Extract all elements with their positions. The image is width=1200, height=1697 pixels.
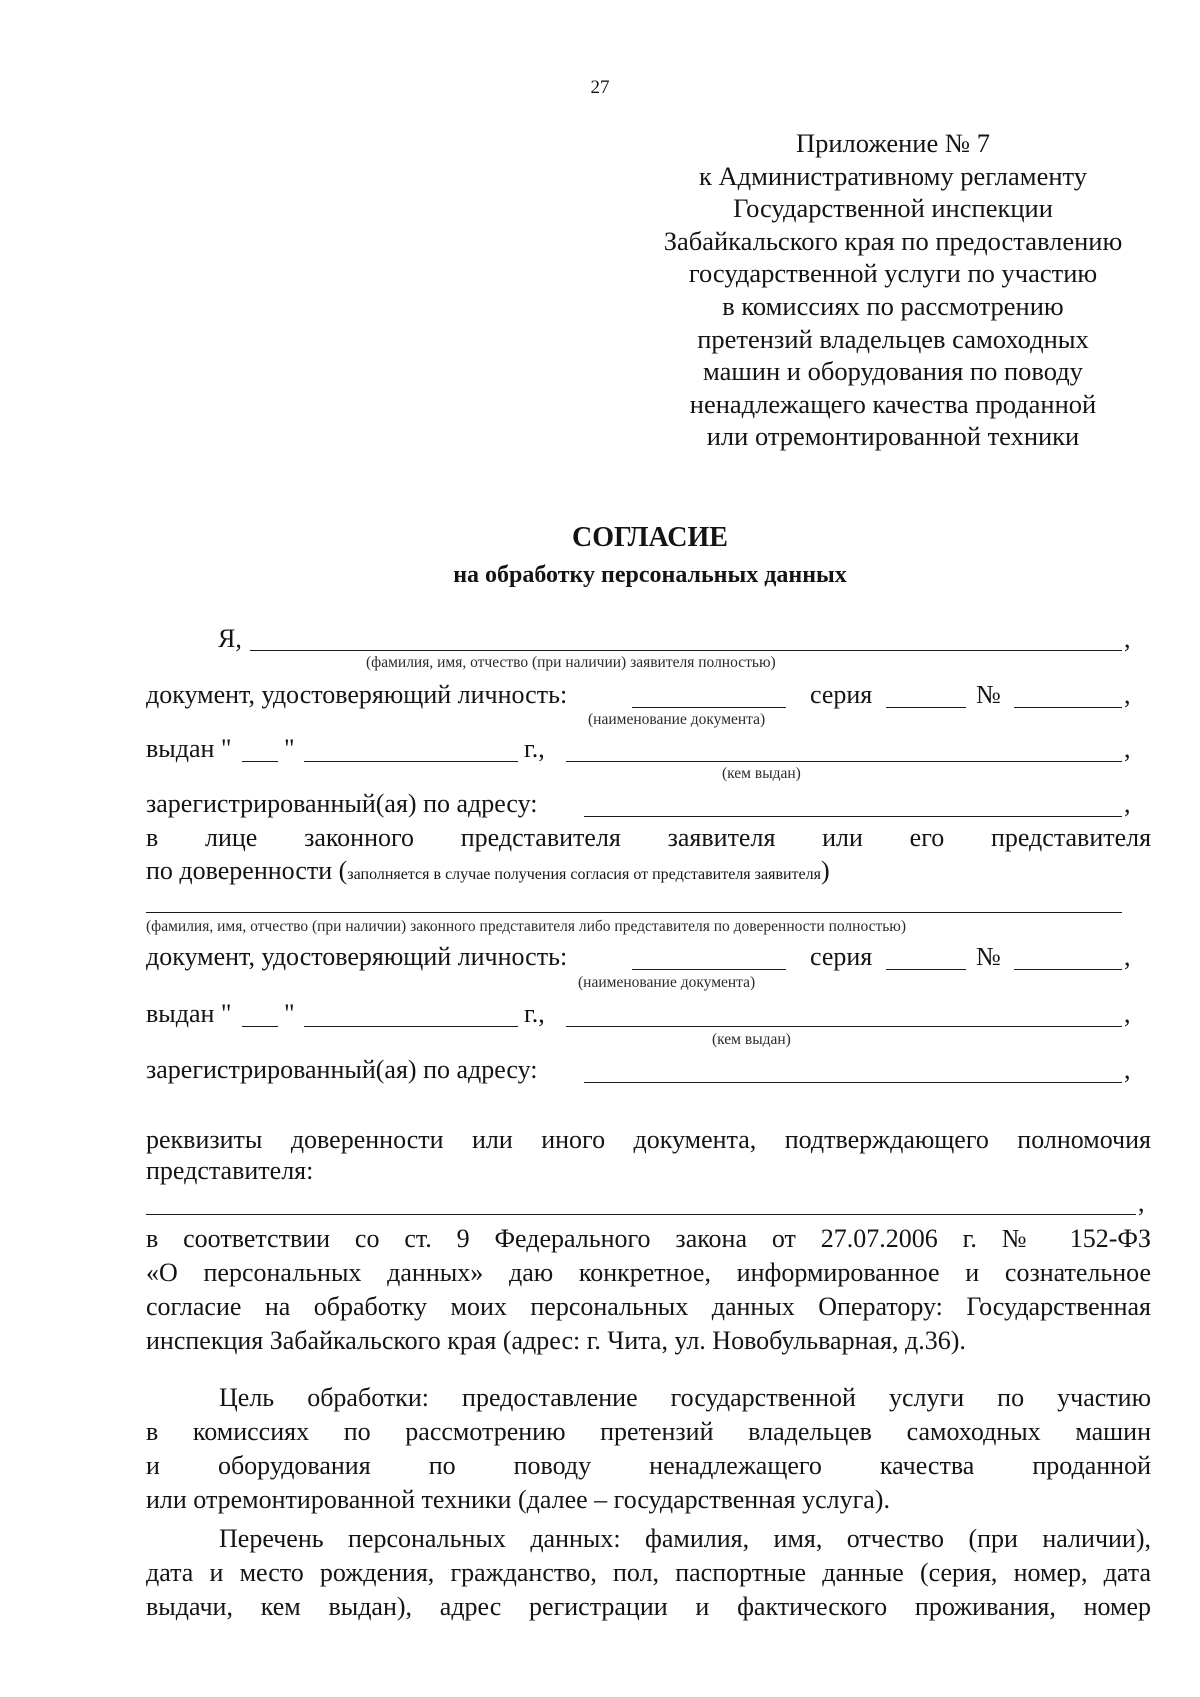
issued-by-caption: (кем выдан) xyxy=(712,1031,791,1048)
series-label: серия xyxy=(810,942,873,971)
doc-caption: (наименование документа) xyxy=(588,711,766,728)
rep-issued-month-year-field[interactable] xyxy=(304,1026,518,1027)
rep-doc-name-field[interactable] xyxy=(632,969,786,970)
representative-caption: (фамилия, имя, отчество (при наличии) законного представителя либо представителя по доверенности полностью) xyxy=(146,918,907,935)
representative-name-field[interactable] xyxy=(146,912,1122,913)
document-subtitle: на обработку персональных данных xyxy=(453,562,847,588)
number-field[interactable] xyxy=(1014,707,1122,708)
consent-paragraph xyxy=(146,1222,1151,1358)
paragraph-line: в соответствии со ст. 9 Федерального закона от 27.07.2006 г. № 152-ФЗ xyxy=(146,1224,1151,1253)
number-label: № xyxy=(976,942,1001,971)
issued-quote: " xyxy=(284,999,295,1028)
comma: , xyxy=(1124,734,1131,763)
comma: , xyxy=(1124,789,1131,818)
representative-line: в лице законного представителя заявителя или его представителя xyxy=(146,823,1152,852)
comma: , xyxy=(1124,942,1131,971)
requisites-label: представителя: xyxy=(146,1156,314,1185)
appendix-line: претензий владельцев самоходных xyxy=(697,323,1089,354)
doc-name-field[interactable] xyxy=(632,707,786,708)
issued-label: выдан " xyxy=(146,734,232,763)
paragraph-line: Перечень персональных данных: фамилия, имя, отчество (при наличии), xyxy=(219,1524,1151,1553)
issued-by-caption: (кем выдан) xyxy=(722,765,801,782)
personal-data-list-paragraph xyxy=(146,1522,1151,1624)
comma: , xyxy=(1124,624,1131,653)
applicant-caption: (фамилия, имя, отчество (при наличии) заявителя полностью) xyxy=(366,654,776,671)
issued-by-field[interactable] xyxy=(566,761,1122,762)
year-label: г., xyxy=(524,999,545,1028)
proxy-note: заполняется в случае получения согласия от представителя заявителя xyxy=(347,866,821,883)
address-field[interactable] xyxy=(584,816,1122,817)
series-field[interactable] xyxy=(886,707,966,708)
comma: , xyxy=(1124,680,1131,709)
appendix-line: машин и оборудования по поводу xyxy=(703,356,1083,387)
page-number: 27 xyxy=(590,77,610,98)
paragraph-line: или отремонтированной техники (далее – государственная услуга). xyxy=(146,1485,890,1514)
appendix-header xyxy=(620,127,1166,453)
registered-label: зарегистрированный(ая) по адресу: xyxy=(146,1055,538,1084)
rep-issued-by-field[interactable] xyxy=(566,1026,1122,1027)
appendix-line: или отремонтированной техники xyxy=(706,421,1080,452)
requisites-field[interactable] xyxy=(146,1214,1136,1215)
issued-quote: " xyxy=(284,734,295,763)
registered-label: зарегистрированный(ая) по адресу: xyxy=(146,789,538,818)
appendix-line: государственной услуги по участию xyxy=(688,258,1098,289)
issued-day-field[interactable] xyxy=(242,761,278,762)
document-title: СОГЛАСИЕ xyxy=(572,522,728,553)
issued-label: выдан " xyxy=(146,999,232,1028)
paragraph-line: дата и место рождения, гражданство, пол, паспортные данные (серия, номер, дата xyxy=(146,1558,1151,1587)
ya-label: Я, xyxy=(218,624,242,653)
paragraph-line: Цель обработки: предоставление государственной услуги по участию xyxy=(219,1383,1151,1412)
appendix-line: Государственной инспекции xyxy=(733,193,1053,224)
number-label: № xyxy=(976,680,1001,709)
appendix-line: к Административному регламенту xyxy=(699,160,1087,191)
paragraph-line: согласие на обработку моих персональных данных Оператору: Государственная xyxy=(146,1292,1151,1321)
doc-caption: (наименование документа) xyxy=(578,974,756,991)
issued-month-year-field[interactable] xyxy=(304,761,518,762)
requisites-line: реквизиты доверенности или иного документа, подтверждающего полномочия xyxy=(146,1125,1151,1154)
paragraph-line: и оборудования по поводу ненадлежащего качества проданной xyxy=(146,1451,1151,1480)
appendix-line: в комиссиях по рассмотрению xyxy=(722,290,1064,321)
doc-label: документ, удостоверяющий личность: xyxy=(146,680,568,709)
paragraph-line: выдачи, кем выдан), адрес регистрации и фактического проживания, номер xyxy=(146,1592,1151,1621)
comma: , xyxy=(1124,999,1131,1028)
appendix-line: ненадлежащего качества проданной xyxy=(689,388,1097,419)
comma: , xyxy=(1124,1055,1131,1084)
purpose-paragraph xyxy=(146,1381,1151,1517)
paragraph-line: «О персональных данных» даю конкретное, информированное и сознательное xyxy=(146,1258,1151,1287)
paragraph-line: инспекция Забайкальского края (адрес: г. Чита, ул. Новобульварная, д.36). xyxy=(146,1326,966,1355)
applicant-name-field[interactable] xyxy=(250,650,1122,651)
series-label: серия xyxy=(810,680,873,709)
rep-series-field[interactable] xyxy=(886,969,966,970)
rep-address-field[interactable] xyxy=(584,1082,1122,1083)
appendix-line: Забайкальского края по предоставлению xyxy=(663,225,1123,256)
year-label: г., xyxy=(524,734,545,763)
comma: , xyxy=(1138,1188,1145,1217)
doc-label: документ, удостоверяющий личность: xyxy=(146,942,568,971)
proxy-line: по доверенности (заполняется в случае получения согласия от представителя заявителя) xyxy=(146,856,830,885)
paragraph-line: в комиссиях по рассмотрению претензий владельцев самоходных машин xyxy=(146,1417,1151,1446)
rep-issued-day-field[interactable] xyxy=(242,1026,278,1027)
rep-number-field[interactable] xyxy=(1014,969,1122,970)
appendix-line: Приложение № 7 xyxy=(795,128,990,158)
